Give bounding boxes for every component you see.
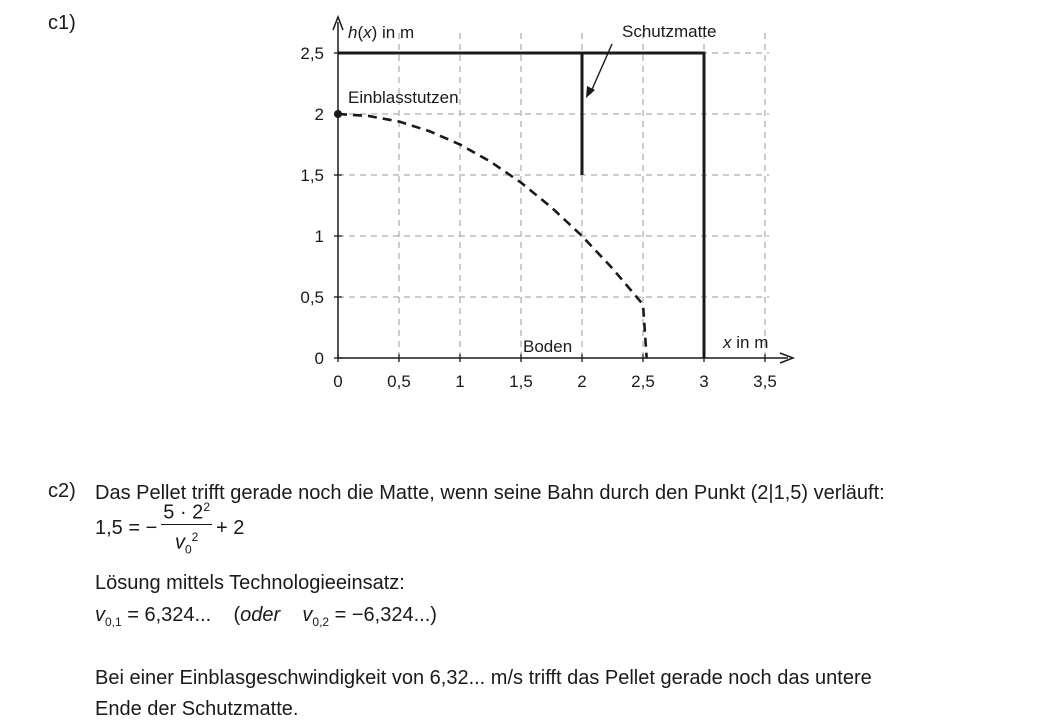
x-tick-label: 1 [455,372,465,391]
equation-denominator-var: v [174,531,185,554]
x-tick-label: 2 [577,372,587,391]
boden-label: Boden [523,337,573,356]
x-tick-label: 3,5 [753,372,777,391]
chart-axes [333,17,793,363]
c2-intro-text: Das Pellet trifft gerade noch die Matte, wenn seine Bahn durch den Punkt (2|1,5) verläuft: [95,482,885,504]
y-tick-label: 2 [314,105,324,124]
schutzmatte-label: Schutzmatte [622,22,717,41]
conclusion-line-2: Ende der Schutzmatte. [95,698,299,720]
solution-heading: Lösung mittels Technologieeinsatz: [95,572,405,594]
part-c2-label: c2) [48,480,76,502]
equation-fraction [161,496,212,561]
y-axis-label: h(x) in m [348,23,415,42]
equation-denominator-sup: 2 [191,529,199,544]
equation-denominator-sub: 0 [184,542,192,557]
y-tick-label: 2,5 [300,44,324,63]
equation-lhs: 1,5 = − [95,516,158,539]
y-tick-label: 0 [314,349,324,368]
x-tick-label: 3 [699,372,709,391]
einblass-label: Einblasstutzen [348,88,459,107]
x-tick-label: 2,5 [631,372,655,391]
x-tick-label: 0 [333,372,343,391]
c2-equation [95,496,244,561]
x-axis-label: x in m [723,333,769,352]
part-c1-label: c1) [48,12,76,34]
solution-values: $v_{0,1} = 6,324$... (oder $v_{0,2} = -6,324$...) [95,604,437,629]
y-tick-label: 0,5 [300,288,324,307]
y-tick-label: 1 [314,227,324,246]
x-tick-label: 0,5 [387,372,411,391]
schutzmatte-pointer-head [586,86,595,98]
x-tick-label: 1,5 [509,372,533,391]
y-tick-label: 1,5 [300,166,324,185]
equation-numerator: 5 · 2 [163,501,204,524]
equation-numerator-exponent: 2 [203,500,210,514]
conclusion-line-1: Bei einer Einblasgeschwindigkeit von 6,32... m/s trifft das Pellet gerade noch das untere [95,667,872,689]
equation-rhs: + 2 [216,516,245,539]
